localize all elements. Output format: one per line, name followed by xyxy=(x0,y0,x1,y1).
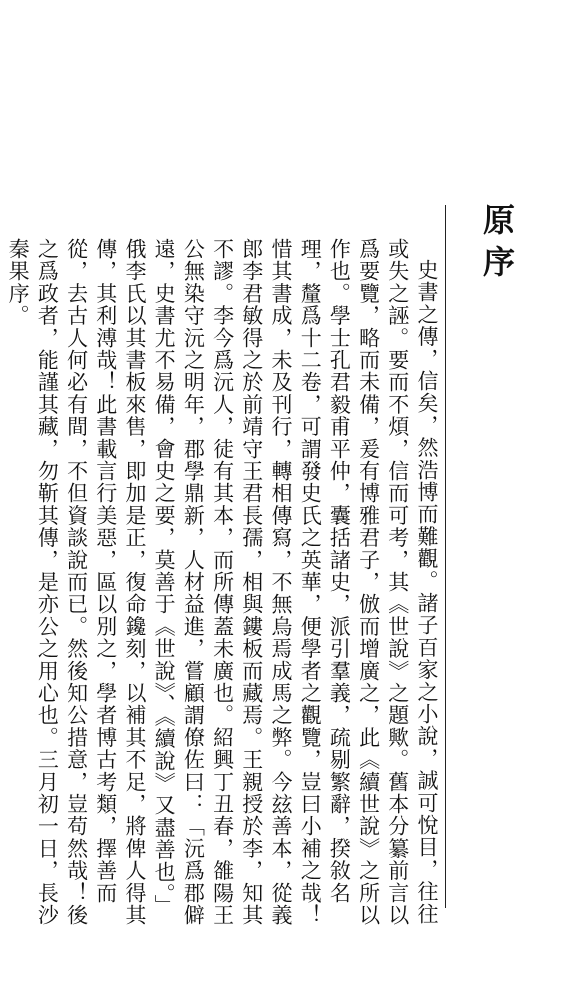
preface-paragraph: 史書之傳，信矣，然浩博而難觀。諸子百家之小說，誠可悅目，往往或失之誣。要而不煩，信而可考，其《世說》之題歟。舊本分纂前言以爲要覽，略而未備，爰有博雅君子，倣而增廣之，此《續世說》之所以作也。學士孔君毅甫平仲，囊括諸史，派引羣義，疏剔繁辭，揆敘名理，釐爲十二卷，可謂發史氏之英華，便學者之觀覽，豈曰小補之哉！惜其書成，未及刊行，轉相傳寫，不無烏焉成馬之弊。今玆善本，從義郎李君敏得之於前靖守王君長孺，相與鏤板而藏焉。王親授於李，知其不謬。李今爲沅人，徒有其本，而所傳蓋未廣也。紹興丁丑春，雒陽王公無染守沅之明年，郡學鼎新，人材益進，嘗顧謂僚佐曰：「沅爲郡僻遠，史書尤不易備，會史之要，莫善于《世說》、《續說》又盡善也。」俄李氏以其書板來售，即加是正，復命鑱刻，以補其不足，將俾人得其傳，其利溥哉！此書載言行美惡，區以別之，學者博古考類，擇善而從，去古人何必有間，不但資談說而已。然後知公措意，豈苟然哉！後之爲政者，能謹其藏，勿靳其傳，是亦公之用心也。三月初一日，長沙秦果序。 xyxy=(6,238,439,927)
page-title: 原序 xyxy=(478,203,516,287)
preface-body xyxy=(3,238,441,928)
vertical-divider xyxy=(445,205,446,908)
